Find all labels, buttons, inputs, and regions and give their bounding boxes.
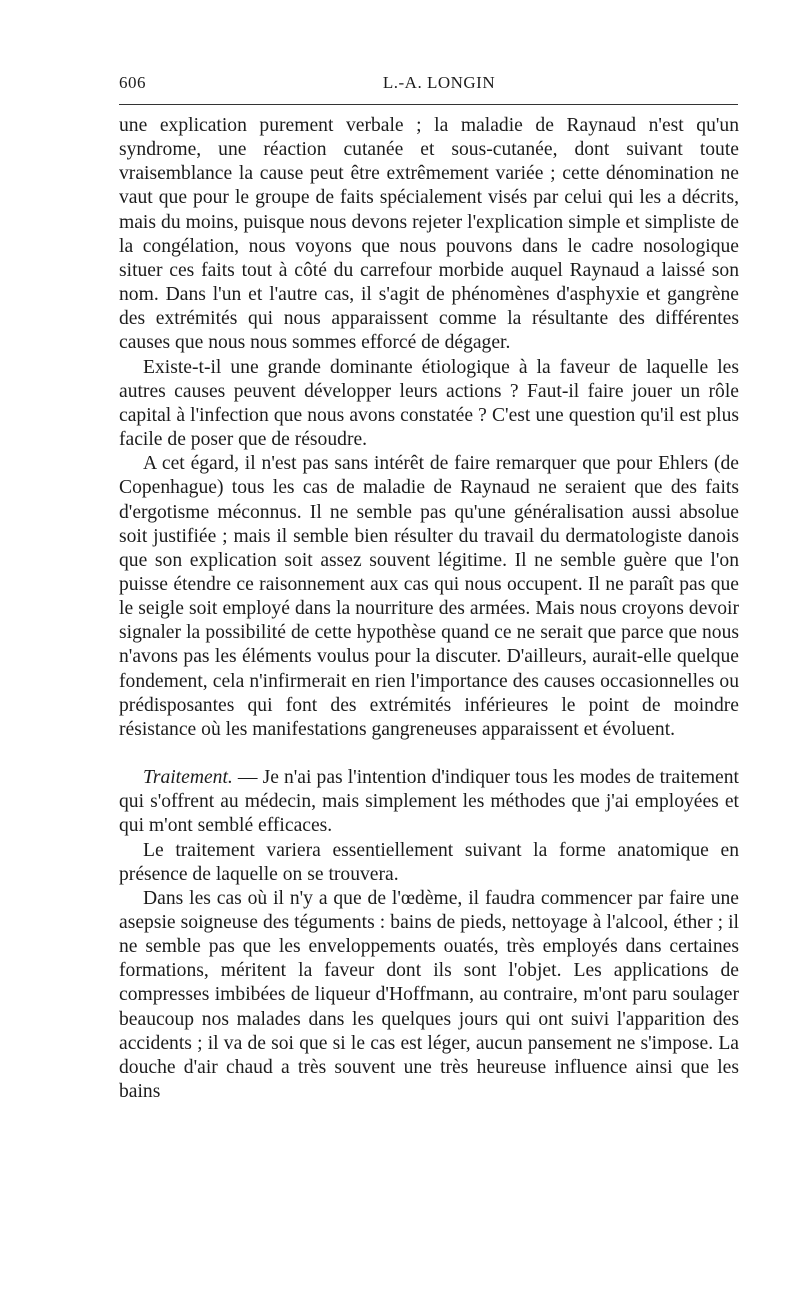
paragraph-1: une explication purement verbale ; la maladie de Raynaud n'est qu'un syndrome, une réaction cutanée et sous-cutanée, dont suivant toute vraisemblance la cause peut être extrêmement variée ; cette dénomination ne vaut que pour le groupe de faits spécialement visés par celui qui les a décrits, mais du moins, puisque nous devons rejeter l'explication simple et simpliste de la congélation, nous voyons que nous pouvons dans le cadre nosologique situer ces faits tout à côté du carrefour morbide auquel Raynaud a laissé son nom. Dans l'un et l'autre cas, il s'agit de phénomènes d'asphyxie et gangrène des extrémités qui nous apparaissent comme la résultante des différentes causes que nous nous sommes efforcé de dégager. [119, 115, 739, 354]
page-number: 606 [119, 73, 146, 92]
running-head: L.-A. LONGIN [382, 73, 496, 92]
paragraph-treatment-text: — Je n'ai pas l'intention d'indiquer tous les modes de traitement qui s'offrent au médecin, mais simplement les méthodes que j'ai employées et qui m'ont semblé efficaces. [119, 767, 739, 837]
paragraph-5: Le traitement variera essentiellement suivant la forme anatomique en présence de laquelle on se trouvera. [119, 839, 739, 885]
paragraph-3: A cet égard, il n'est pas sans intérêt de faire remarquer que pour Ehlers (de Copenhague) tous les cas de maladie de Raynaud ne seraient que des faits d'ergotisme méconnus. Il ne semble pas qu'une généralisation aussi absolue soit justifiée ; mais il semble bien résulter du travail du dermatologiste danois que son explication soit assez souvent légitime. Il ne semble guère que l'on puisse étendre ce raisonnement aux cas qui nous occupent. Il ne paraît pas que le seigle soit employé dans la nourriture des armées. Mais nous croyons devoir signaler la possibilité de cette hypothèse quand ce ne serait que parce que nous n'avons pas les éléments voulus pour la discuter. D'ailleurs, aurait-elle quelque fondement, cela n'infirmerait en rien l'importance des causes occasionnelles ou prédisposantes qui font des extrémités inférieures le point de moindre résistance où les manifestations gangreneuses apparaissent et évoluent. [119, 453, 739, 740]
paragraph-treatment [119, 766, 739, 838]
paragraph-2: Existe-t-il une grande dominante étiologique à la faveur de laquelle les autres causes peuvent développer leurs actions ? Faut-il faire jouer un rôle capital à l'infection que nous avons constatée ? C'est une question qu'il est plus facile de poser que de résoudre. [119, 356, 739, 451]
section-title-traitement: Traitement. [143, 767, 233, 789]
body-text [119, 114, 739, 1104]
page-header [119, 73, 739, 99]
header-rule [119, 104, 738, 105]
paragraph-6: Dans les cas où il n'y a que de l'œdème, il faudra commencer par faire une asepsie soigneuse des téguments : bains de pieds, nettoyage à l'alcool, éther ; il ne semble pas que les enveloppements ouatés, très employés dans certaines formations, méritent la faveur dont ils sont l'objet. Les applications de compresses imbibées de liqueur d'Hoffmann, au contraire, m'ont paru soulager beaucoup nos malades dans les quelques jours qui ont suivi l'apparition des accidents ; il va de soi que si le cas est léger, aucun pansement ne s'impose. La douche d'air chaud a très souvent une très heureuse influence ainsi que les bains [119, 887, 739, 1103]
